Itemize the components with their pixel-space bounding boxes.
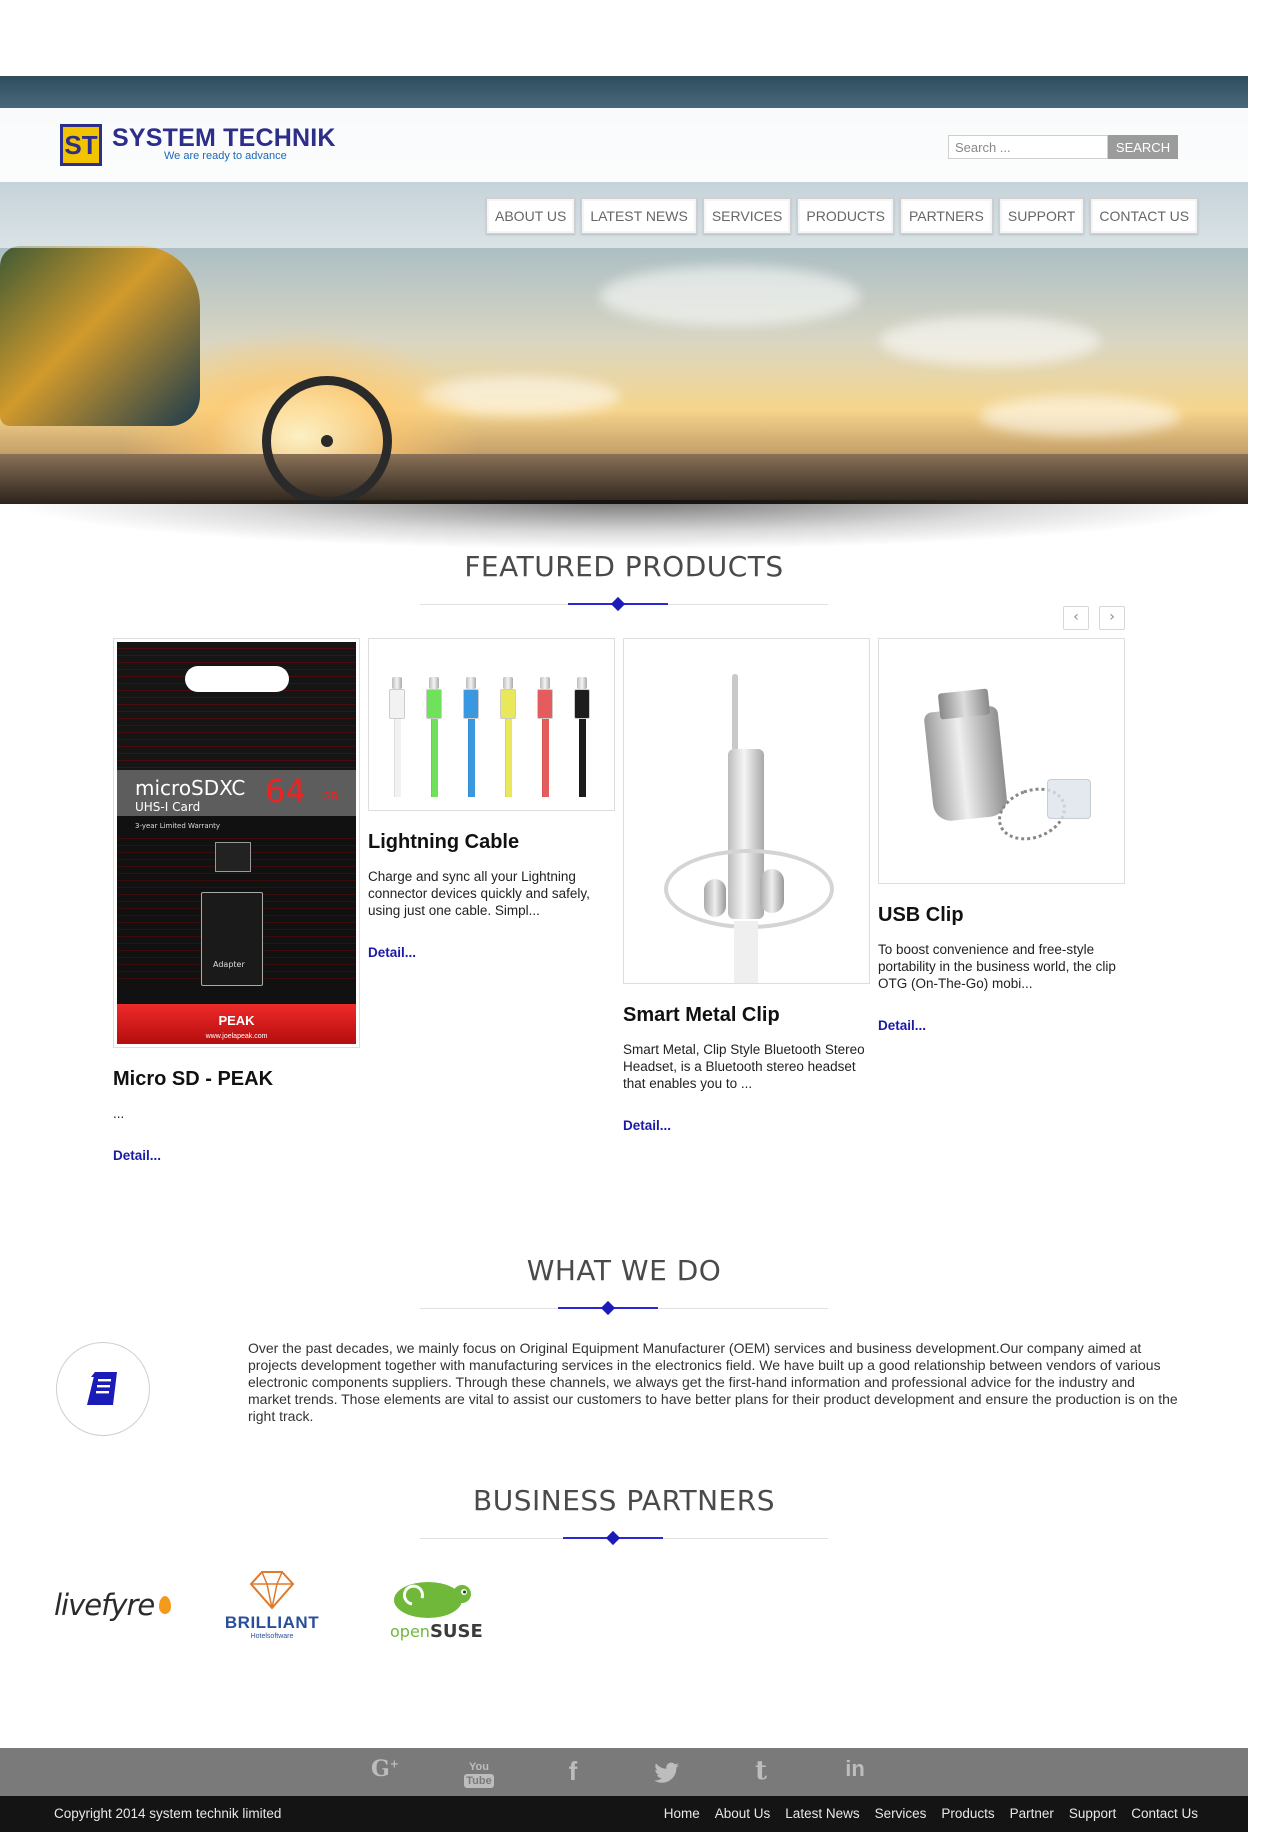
search-input[interactable] — [948, 135, 1108, 159]
logo-name[interactable]: SYSTEM TECHNIK — [112, 124, 336, 152]
footer-link-contact-us[interactable]: Contact Us — [1131, 1806, 1198, 1821]
cable-body — [426, 689, 442, 719]
logo-tagline: We are ready to advance — [164, 150, 287, 162]
facebook-icon[interactable]: f — [568, 1756, 578, 1786]
social-bar — [0, 1748, 1248, 1796]
product-detail-link[interactable]: Detail... — [878, 1018, 927, 1033]
nav-contact-us[interactable]: CONTACT US — [1090, 198, 1198, 234]
cable-body — [389, 689, 405, 719]
product-image-usb-clip[interactable] — [878, 638, 1125, 884]
carousel-next-button[interactable] — [1099, 606, 1125, 630]
product-card — [623, 638, 869, 1135]
bicycle-wheel — [262, 376, 392, 504]
what-we-do-icon-circle — [56, 1342, 150, 1436]
business-partners-title: BUSINESS PARTNERS — [473, 1484, 775, 1517]
livefyre-wordmark: livefyre — [54, 1588, 155, 1622]
cable-body — [500, 689, 516, 719]
cable-cord — [542, 719, 549, 797]
document-icon — [57, 1343, 151, 1437]
featured-products-title: FEATURED PRODUCTS — [464, 550, 784, 583]
product-detail-link[interactable]: Detail... — [623, 1118, 672, 1133]
cable-cord — [505, 719, 512, 797]
divider-diamond — [601, 1301, 615, 1315]
cable-connector — [466, 677, 476, 689]
what-we-do-text: Over the past decades, we mainly focus on Original Equipment Manufacturer (OEM) services and business development.Our company aimed at projects development together with manufacturing services in the electronics field. We have built up a good relationship between vendors of various electronic components suppliers. Through these channels, we always get the first-hand information and professional advice for the industry and market trends. Those elements are vital to assist our customers to have better plans for their product development and ensure the production is on the right track. — [248, 1340, 1178, 1424]
cable-cord — [579, 719, 586, 797]
nav-latest-news[interactable]: LATEST NEWS — [581, 198, 697, 234]
footer-link-about-us[interactable]: About Us — [714, 1806, 771, 1821]
cable-connector — [540, 677, 550, 689]
product-description: Charge and sync all your Lightning connector devices quickly and safely, using just one cable. Simpl... — [368, 869, 590, 918]
partner-logo-opensuse[interactable] — [390, 1578, 490, 1642]
chevron-right-icon: › — [1109, 609, 1115, 625]
what-we-do-title: WHAT WE DO — [526, 1254, 722, 1287]
copyright-text: Copyright 2014 system technik limited — [54, 1806, 282, 1821]
product-description: To boost convenience and free-style portability in the business world, the clip OTG (On-The-Go) mobi... — [878, 942, 1116, 991]
google-plus-icon[interactable]: G+ — [370, 1756, 399, 1782]
chevron-left-icon: ‹ — [1073, 609, 1079, 625]
tumblr-icon[interactable]: t — [754, 1756, 767, 1786]
partner-logo-brilliant[interactable] — [220, 1570, 324, 1640]
cyclist-image — [0, 246, 200, 426]
product-name[interactable]: Lightning Cable — [368, 831, 520, 853]
nav-partners[interactable]: PARTNERS — [900, 198, 993, 234]
card-type-label: microSDXC — [135, 776, 246, 800]
divider-diamond — [611, 597, 625, 611]
nav-products[interactable]: PRODUCTS — [797, 198, 894, 234]
hero-shadow — [0, 500, 1248, 550]
youtube-icon[interactable]: You Tube — [466, 1761, 492, 1787]
footer-link-services[interactable]: Services — [874, 1806, 927, 1821]
card-capacity: 64 — [265, 772, 306, 810]
carousel-prev-button[interactable] — [1063, 606, 1089, 630]
gem-icon — [249, 1570, 295, 1610]
cable-connector — [429, 677, 439, 689]
chameleon-icon — [390, 1578, 484, 1620]
card-capacity-unit: GB — [322, 790, 339, 803]
search-button[interactable]: SEARCH — [1108, 135, 1178, 159]
product-card — [368, 638, 614, 962]
logo-mark[interactable]: ST — [60, 124, 102, 166]
card-warranty: 3-year Limited Warranty — [135, 822, 221, 830]
product-detail-link[interactable]: Detail... — [368, 945, 417, 960]
footer-link-products[interactable]: Products — [941, 1806, 995, 1821]
product-card — [113, 638, 359, 1165]
product-detail-link[interactable]: Detail... — [113, 1148, 162, 1163]
card-brand: PEAK — [218, 1013, 255, 1028]
footer-link-support[interactable]: Support — [1068, 1806, 1117, 1821]
product-description: ... — [113, 1106, 125, 1121]
cable-cord — [468, 719, 475, 797]
nav-services[interactable]: SERVICES — [703, 198, 792, 234]
cable-body — [574, 689, 590, 719]
footer-link-partner[interactable]: Partner — [1009, 1806, 1054, 1821]
product-name[interactable]: Smart Metal Clip — [623, 1004, 780, 1026]
flame-icon — [159, 1596, 171, 1614]
partner-logo-livefyre[interactable] — [54, 1588, 171, 1622]
cable-connector — [577, 677, 587, 689]
product-name[interactable]: Micro SD - PEAK — [113, 1068, 274, 1090]
product-name[interactable]: USB Clip — [878, 904, 964, 926]
opensuse-wordmark-suse: SUSE — [429, 1621, 483, 1642]
brilliant-wordmark: BRILLIANT — [224, 1613, 320, 1632]
footer-link-latest-news[interactable]: Latest News — [785, 1806, 860, 1821]
product-image-smart-metal-clip[interactable] — [623, 638, 870, 984]
product-description: Smart Metal, Clip Style Bluetooth Stereo Headset, is a Bluetooth stereo headset that enables you to ... — [623, 1042, 865, 1091]
divider-diamond — [606, 1531, 620, 1545]
nav-support[interactable]: SUPPORT — [999, 198, 1084, 234]
product-card — [878, 638, 1124, 1035]
nav-about-us[interactable]: ABOUT US — [486, 198, 575, 234]
cable-body — [537, 689, 553, 719]
footer-link-home[interactable]: Home — [663, 1806, 700, 1821]
cable-body — [463, 689, 479, 719]
cable-connector — [503, 677, 513, 689]
card-adapter-label: Adapter — [213, 960, 245, 969]
card-sub-label: UHS-I Card — [135, 800, 201, 814]
product-image-micro-sd[interactable] — [113, 638, 360, 1048]
footer-nav — [664, 1806, 1198, 1821]
linkedin-icon[interactable]: in — [845, 1756, 865, 1781]
cable-connector — [392, 677, 402, 689]
card-url: www.joelapeak.com — [205, 1033, 268, 1040]
opensuse-wordmark-open: open — [390, 1622, 430, 1641]
cable-illustration — [381, 677, 603, 797]
product-image-lightning-cable[interactable] — [368, 638, 615, 811]
cable-cord — [431, 719, 438, 797]
brilliant-subtitle: Hotelsoftware — [250, 1633, 294, 1640]
main-nav — [486, 198, 1198, 234]
cable-cord — [394, 719, 401, 797]
twitter-icon[interactable] — [650, 1756, 684, 1790]
